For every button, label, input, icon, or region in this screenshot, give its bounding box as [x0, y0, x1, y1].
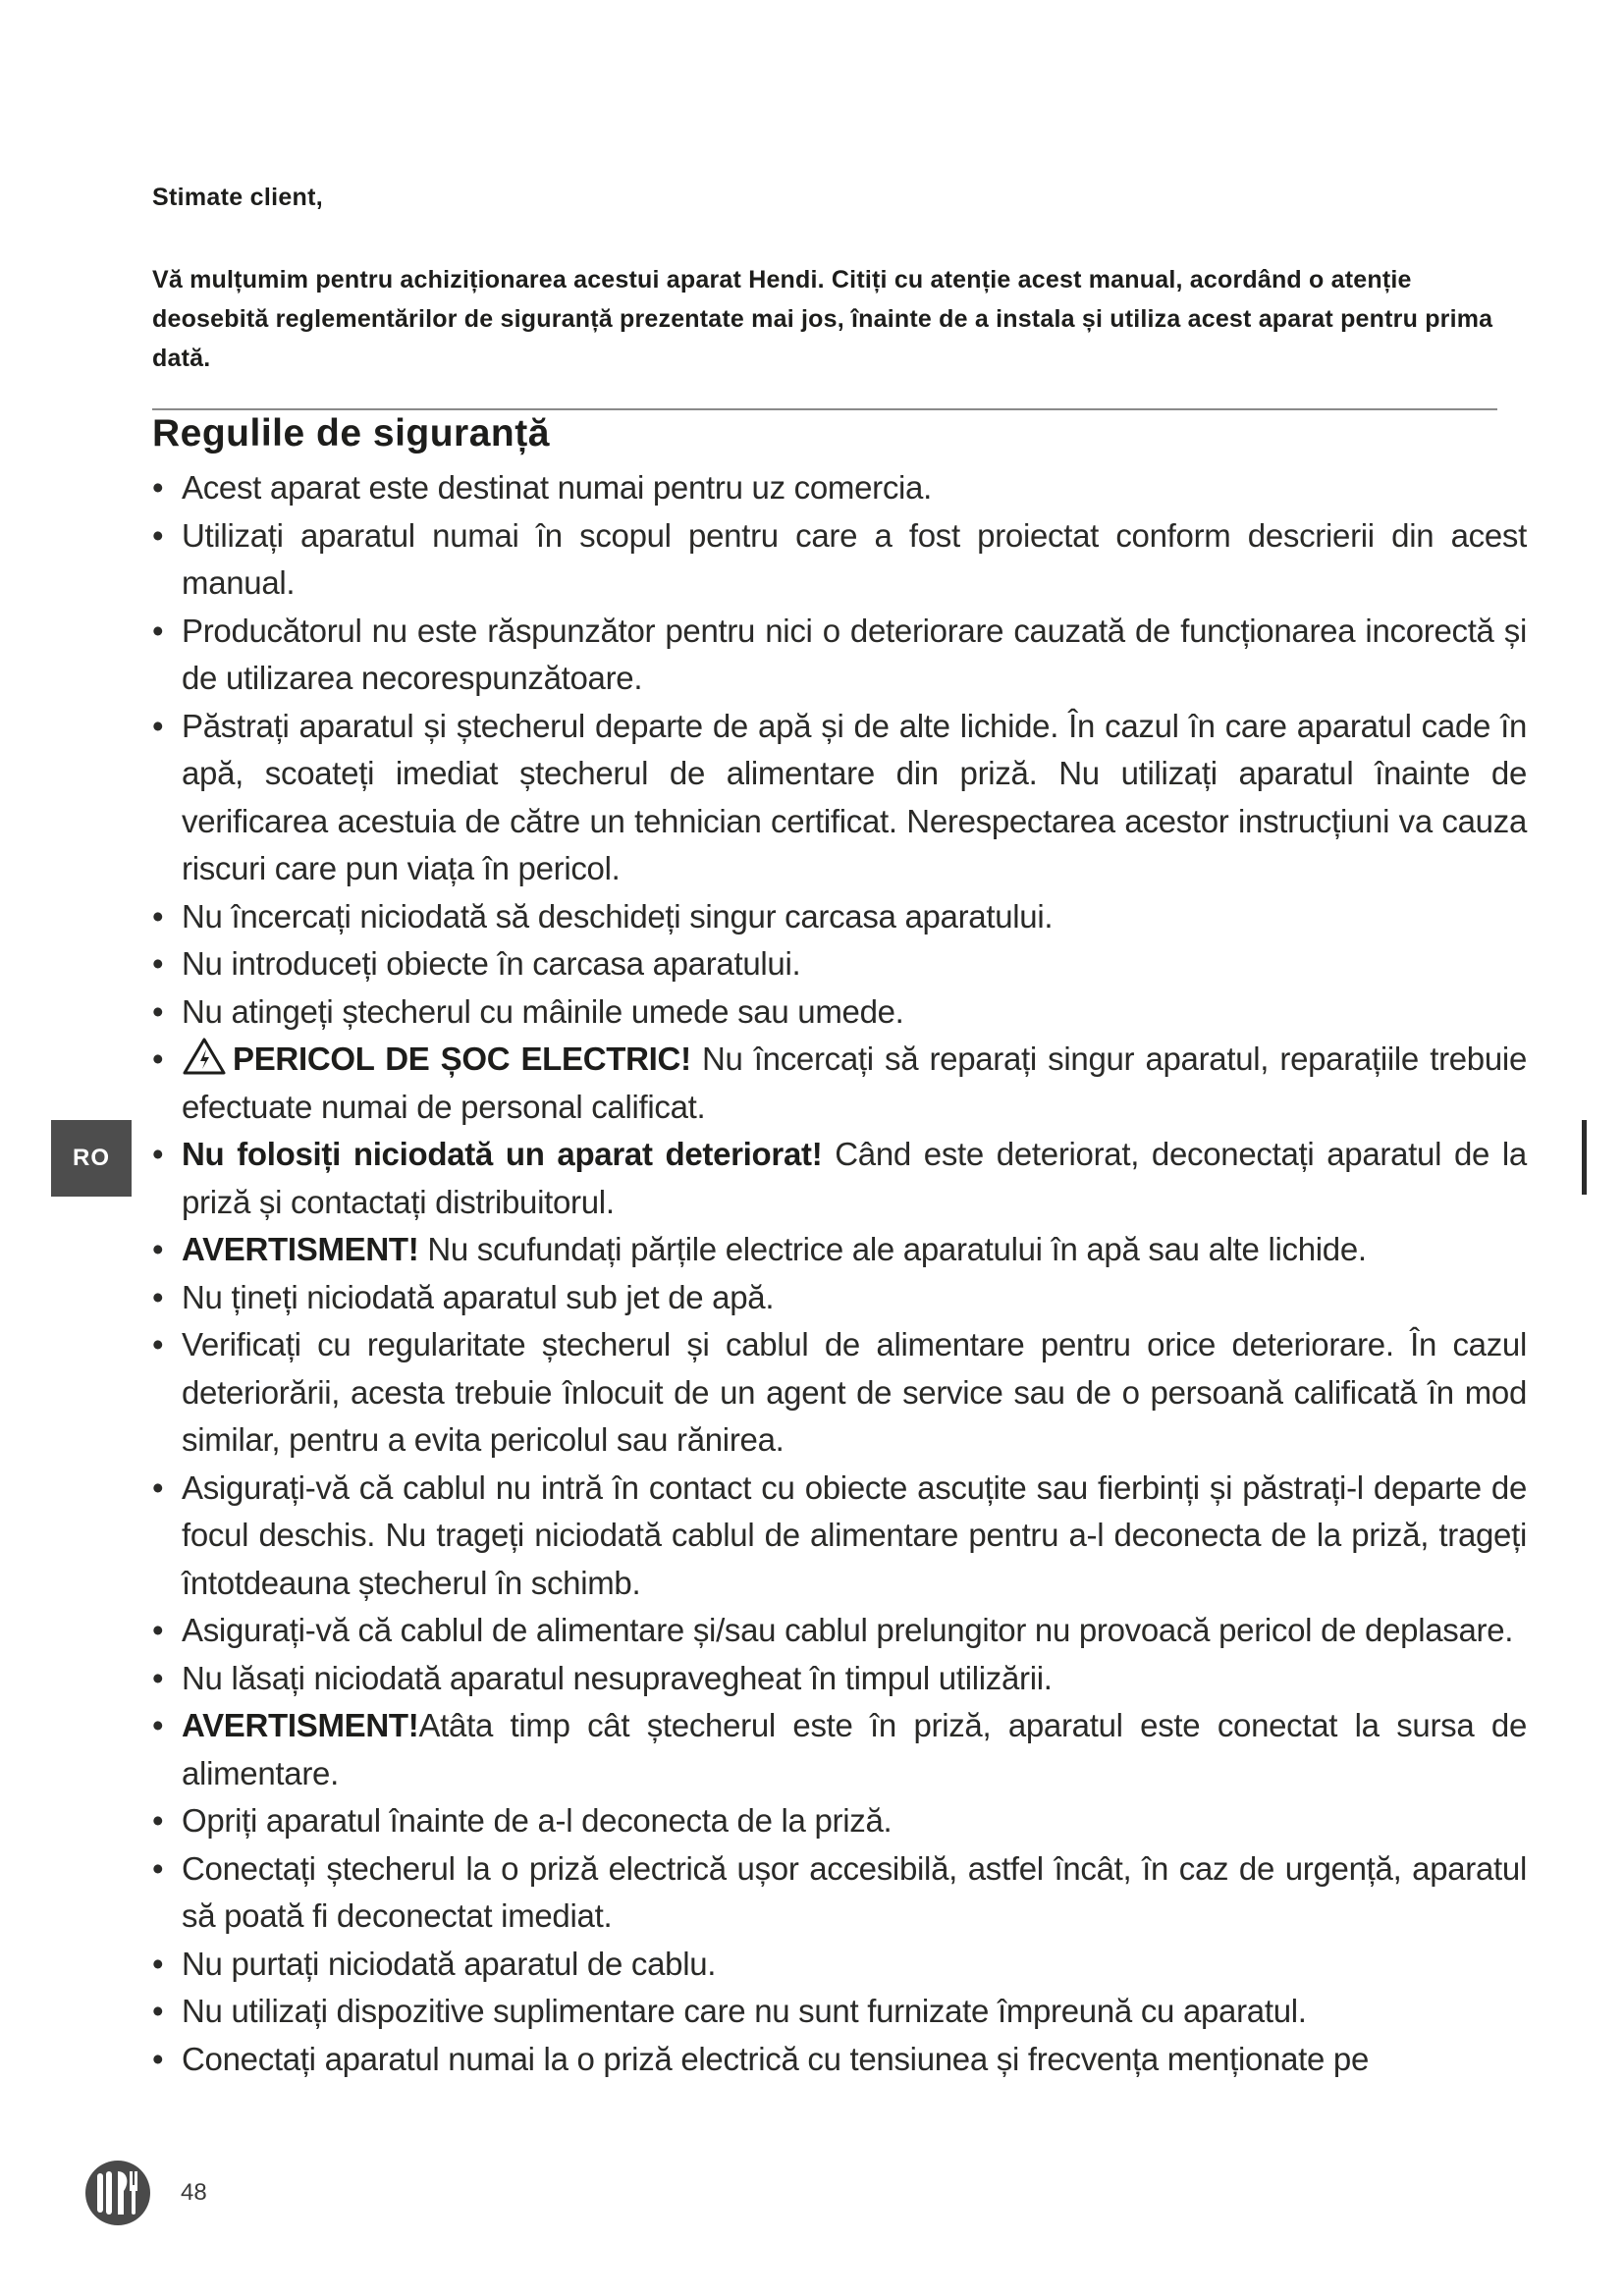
bullet: •: [152, 897, 164, 934]
rule-item: [152, 1941, 1527, 1989]
bullet: •: [152, 1707, 164, 1743]
rule-text: Asigurați-vă că cablul nu intră în contact cu obiecte ascuțite sau fierbinți și păstrați-l departe de focul deschis. Nu trageți niciodată cablul de alimentare pentru a-l deconecta de la priză, trageți întotdeauna ștecherul în schimb.: [182, 1468, 1527, 1601]
rule-item: [152, 893, 1527, 941]
bullet: •: [152, 1659, 164, 1696]
bullet: •: [152, 992, 164, 1030]
rule-emphasis: Nu folosiți niciodată un aparat deteriorat!: [182, 1136, 823, 1172]
bullet: •: [152, 1136, 164, 1172]
bullet: •: [152, 1468, 164, 1506]
bullet: •: [152, 1993, 164, 2029]
bullet: •: [152, 707, 164, 744]
rule-item: [152, 988, 1527, 1037]
rule-item: [152, 1131, 1527, 1226]
rule-text: Nu încercați să reparați singur aparatul, reparațiile trebuie efectuate numai de personal calificat.: [182, 1041, 1527, 1125]
intro-paragraph: Vă mulțumim pentru achiziționarea acestui aparat Hendi. Citiți cu atenție acest manual, acordând o atenție deosebită reglementărilor de siguranță prezentate mai jos, înainte de a instala și utiliza acest aparat pentru prima dată.: [152, 266, 1493, 372]
bullet: •: [152, 469, 164, 506]
rule-text: Atâta timp cât ștecherul este în priză, aparatul este conectat la sursa de alimentare.: [182, 1707, 1527, 1791]
rule-text: Nu utilizați dispozitive suplimentare care nu sunt furnizate împreună cu aparatul.: [182, 1993, 1307, 2029]
rule-text: Nu purtați niciodată aparatul de cablu.: [182, 1945, 717, 1982]
rule-item: [152, 1321, 1527, 1465]
safety-rules-list: [152, 464, 1527, 2083]
rule-text: Nu atingeți ștecherul cu mâinile umede sau umede.: [182, 992, 904, 1030]
rule-text: Păstrați aparatul și ștecherul departe de apă și de alte lichide. În cazul în care aparatul cade în apă, scoateți imediat ștecherul de alimentare din priză. Nu utilizați aparatul înainte de verificarea acestuia de către un tehnician certificat. Nerespectarea acestor instrucțiuni va cauza riscuri care pun viața în pericol.: [182, 707, 1527, 886]
rule-text: Producătorul nu este răspunzător pentru nici o deteriorare cauzată de funcționarea incorectă și de utilizarea necorespunzătoare.: [182, 612, 1527, 696]
rule-item: [152, 1274, 1527, 1322]
rule-text: Când este deteriorat, deconectați aparatul de la priză și contactați distribuitorul.: [182, 1136, 1527, 1220]
rule-item: [152, 512, 1527, 608]
rule-text: Nu introduceți obiecte în carcasa aparatului.: [182, 945, 801, 982]
bullet: •: [152, 516, 164, 554]
bullet: •: [152, 1231, 164, 1267]
rule-item: [152, 464, 1527, 512]
rule-text: Nu încercați niciodată să deschideți singur carcasa aparatului.: [182, 897, 1054, 934]
page-number: 48: [181, 2179, 207, 2206]
rule-item: [152, 1988, 1527, 2036]
bullet: •: [152, 1041, 164, 1077]
rule-text: Nu lăsați niciodată aparatul nesupravegheat în timpul utilizării.: [182, 1659, 1053, 1696]
rule-text: Conectați ștecherul la o priză electrică ușor accesibilă, astfel încât, în caz de urgență, aparatul să poată fi deconectat imediat.: [182, 1849, 1527, 1934]
section-title: Regulile de siguranță: [152, 412, 550, 454]
rule-item: [152, 2036, 1527, 2084]
bullet: •: [152, 1278, 164, 1315]
rule-item: [152, 1702, 1527, 1797]
bullet: •: [152, 1802, 164, 1839]
bullet: •: [152, 1945, 164, 1982]
rule-item: [152, 1226, 1527, 1274]
rule-text: Acest aparat este destinat numai pentru uz comercia.: [182, 469, 932, 506]
bullet: •: [152, 1612, 164, 1648]
language-tab: RO: [51, 1120, 132, 1197]
rule-item: [152, 1655, 1527, 1703]
rule-item: [152, 940, 1527, 988]
rule-emphasis: AVERTISMENT!: [182, 1231, 419, 1267]
bullet: •: [152, 2040, 164, 2077]
bullet: •: [152, 1849, 164, 1887]
electric-hazard-icon: [182, 1037, 227, 1076]
rule-item: [152, 1845, 1527, 1941]
bullet: •: [152, 612, 164, 649]
rule-text: Utilizați aparatul numai în scopul pentru care a fost proiectat conform descrierii din acest manual.: [182, 516, 1527, 601]
rule-text: Opriți aparatul înainte de a-l deconecta de la priză.: [182, 1802, 893, 1839]
rule-item: [152, 1797, 1527, 1845]
rule-item: [152, 703, 1527, 893]
rule-text: Verificați cu regularitate ștecherul și cablul de alimentare pentru orice deteriorare. În cazul deteriorării, acesta trebuie înlocuit de un agent de service sau de o persoană calificată în mod similar, pentru a evita pericolul sau rănirea.: [182, 1326, 1527, 1458]
hendi-cutlery-logo-icon: [84, 2160, 151, 2226]
greeting: Stimate client,: [152, 184, 323, 211]
rule-emphasis: AVERTISMENT!: [182, 1707, 419, 1743]
rule-text: Nu scufundați părțile electrice ale aparatului în apă sau alte lichide.: [418, 1231, 1367, 1267]
rule-text: Asigurați-vă că cablul de alimentare și/sau cablul prelungitor nu provoacă pericol de deplasare.: [182, 1612, 1514, 1648]
rule-item: [152, 608, 1527, 703]
divider: [152, 408, 1497, 410]
rule-text: Conectați aparatul numai la o priză electrică cu tensiunea și frecvența menționate pe: [182, 2040, 1370, 2077]
bullet: •: [152, 1326, 164, 1362]
rule-emphasis: PERICOL DE ȘOC ELECTRIC!: [233, 1041, 691, 1077]
section-edge-marker: [1582, 1120, 1587, 1195]
bullet: •: [152, 945, 164, 982]
rule-item: [152, 1036, 1527, 1131]
rule-text: Nu țineți niciodată aparatul sub jet de apă.: [182, 1278, 775, 1315]
rule-item: [152, 1607, 1527, 1655]
rule-item: [152, 1465, 1527, 1608]
